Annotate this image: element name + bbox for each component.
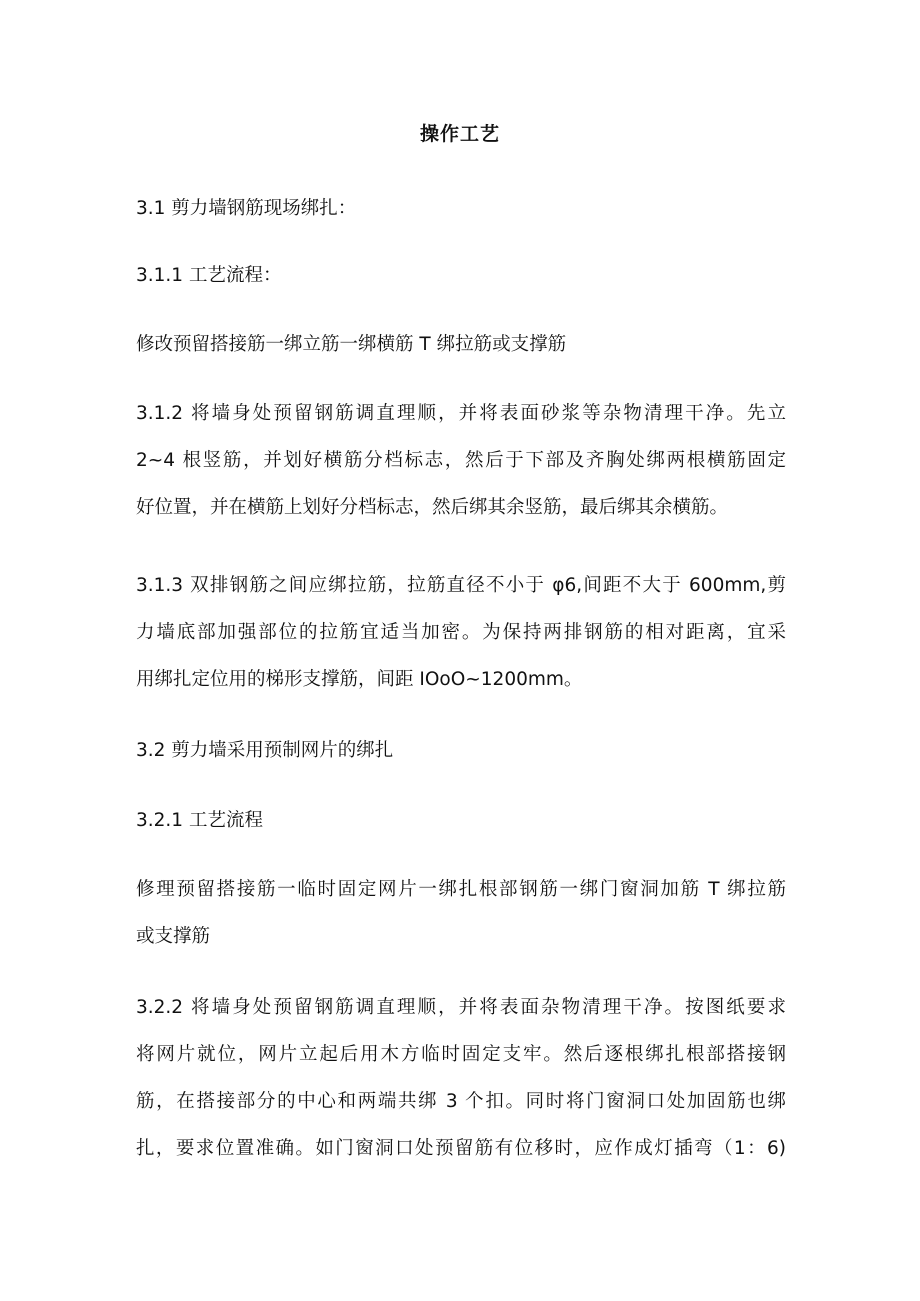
- text-line: 将网片就位，网片立起后用木方临时固定支牢。然后逐根绑扎根部搭接钢: [136, 1044, 786, 1065]
- subsection-heading-3-1-1: [136, 252, 786, 299]
- text-line: 3.2.1 工艺流程: [136, 810, 263, 831]
- text-line: 3.1.2 将墙身处预留钢筋调直理顺，并将表面砂浆等杂物清理干净。先立: [136, 403, 786, 424]
- text-line: 扎，要求位置准确。如门窗洞口处预留筋有位移时，应作成灯插弯（1：6): [136, 1138, 786, 1159]
- text-line: 修理预留搭接筋一临时固定网片一绑扎根部钢筋一绑门窗洞加筋 T 绑拉筋: [136, 879, 786, 900]
- text-line: 2~4 根竖筋，并划好横筋分档标志，然后于下部及齐胸处绑两根横筋固定: [136, 450, 786, 471]
- text-line: 力墙底部加强部位的拉筋宜适当加密。为保持两排钢筋的相对距离，宜采: [136, 622, 786, 643]
- text-line: 筋，在搭接部分的中心和两端共绑 3 个扣。同时将门窗洞口处加固筋也绑: [136, 1091, 786, 1112]
- paragraph-3-1-3: [136, 562, 786, 703]
- page-title: 操作工艺: [419, 123, 500, 145]
- text-line: 修改预留搭接筋一绑立筋一绑横筋 T 绑拉筋或支撑筋: [136, 334, 567, 355]
- process-flow-text: [136, 866, 786, 960]
- text-line: 3.1.3 双排钢筋之间应绑拉筋，拉筋直径不小于 φ6,间距不大于 600mm,剪: [136, 575, 786, 596]
- paragraph-3-2-2: [136, 984, 786, 1172]
- process-flow-text: [136, 321, 786, 368]
- paragraph-3-1-2: [136, 390, 786, 531]
- text-line: 3.2 剪力墙采用预制网片的绑扎: [136, 740, 394, 761]
- text-line: 3.1.1 工艺流程：: [136, 265, 282, 286]
- subsection-heading-3-2-1: [136, 797, 786, 844]
- text-line: 用绑扎定位用的梯形支撑筋，间距 IOoO~1200mm。: [136, 669, 583, 690]
- text-line: 3.1 剪力墙钢筋现场绑扎：: [136, 198, 357, 219]
- section-heading-3-2: [136, 727, 786, 774]
- text-line: 好位置，并在横筋上划好分档标志，然后绑其余竖筋，最后绑其余横筋。: [136, 497, 729, 518]
- text-line: 3.2.2 将墙身处预留钢筋调直理顺，并将表面杂物清理干净。按图纸要求: [136, 997, 786, 1018]
- text-line: 或支撑筋: [136, 926, 211, 947]
- section-heading-3-1: [136, 185, 786, 232]
